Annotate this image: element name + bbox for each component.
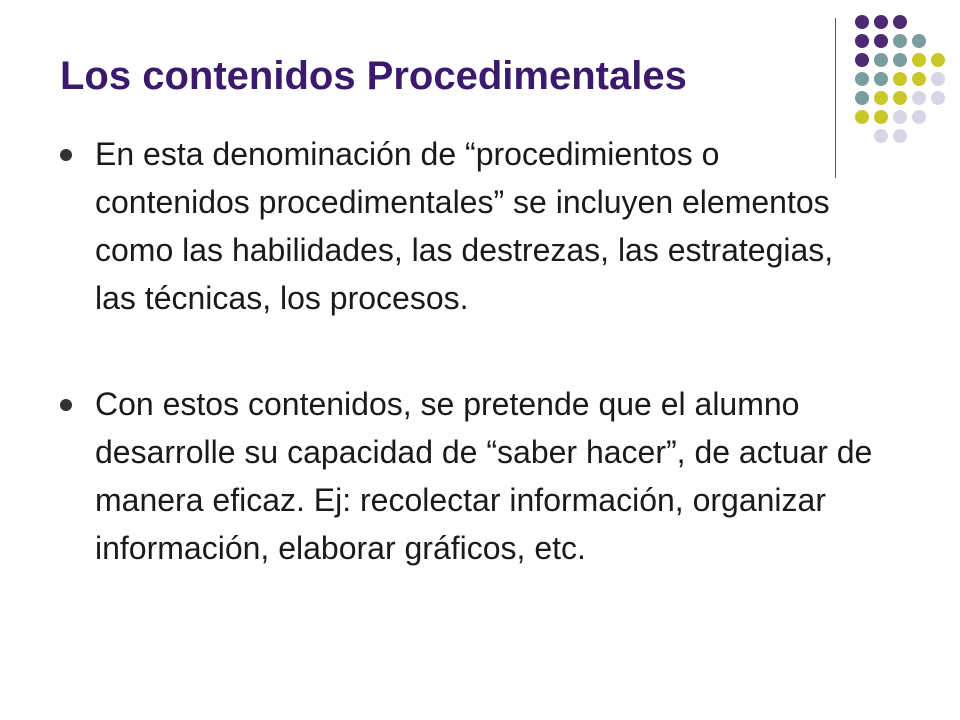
decorative-dot [874,15,888,29]
decorative-dot [931,72,945,86]
decorative-dot [931,53,945,67]
bullet-text: Con estos contenidos, se pretende que el alumno desarrolle su capacidad de “saber hacer”, de actuar de manera eficaz. Ej: recolectar información, organizar información, elaborar gráficos, etc. [95,386,873,566]
decorative-dot [912,110,926,124]
decorative-dot [912,53,926,67]
decorative-dot [874,72,888,86]
decorative-dot [912,34,926,48]
decorative-dot [855,53,869,67]
decorative-dot [931,91,945,105]
decorative-dot [912,72,926,86]
bullet-item [60,380,880,572]
bullet-item [60,130,880,322]
decorative-dot [855,15,869,29]
decorative-dot [855,72,869,86]
bullet-icon [60,149,72,161]
bullet-list [60,130,880,572]
decorative-dot [893,72,907,86]
bullet-icon [60,399,72,411]
decorative-dot [874,34,888,48]
decorative-dot [912,91,926,105]
decorative-dot [893,34,907,48]
decorative-dot [855,110,869,124]
decorative-dot [893,91,907,105]
decorative-dot [874,110,888,124]
bullet-text: En esta denominación de “procedimientos o contenidos procedimentales” se incluyen elementos como las habilidades, las destrezas, las estrategias, las técnicas, los procesos. [95,136,834,316]
decorative-dot [855,34,869,48]
slide-title: Los contenidos Procedimentales [60,54,687,98]
decorative-dot [893,15,907,29]
decorative-dot [874,53,888,67]
decorative-dot [855,91,869,105]
decorative-dot [874,91,888,105]
decorative-dot [893,110,907,124]
decorative-dot [893,129,907,143]
decorative-dot [893,53,907,67]
